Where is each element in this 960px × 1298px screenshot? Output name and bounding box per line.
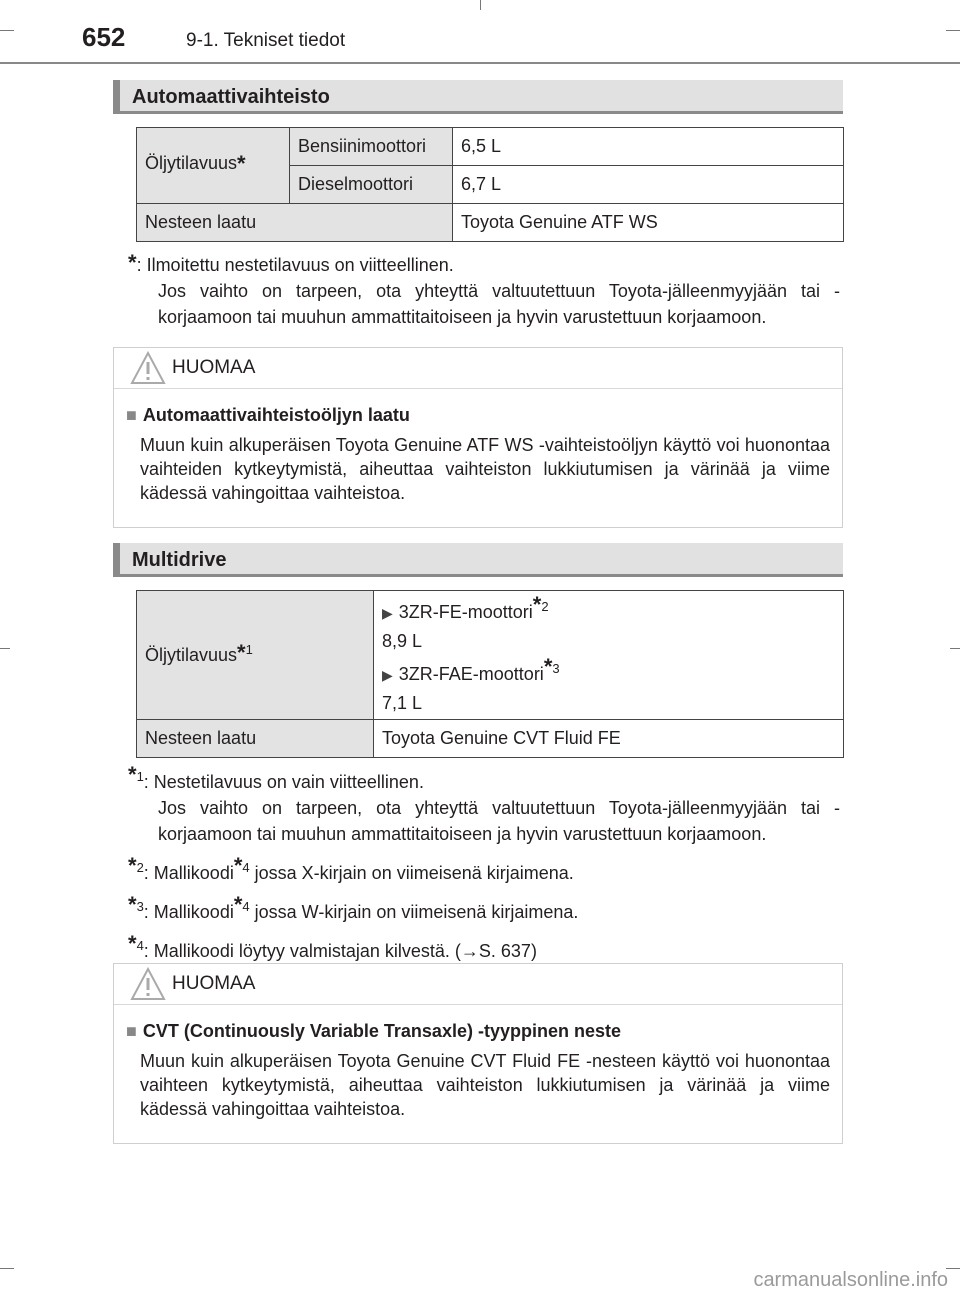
automatic-spec-table bbox=[136, 127, 844, 242]
watermark: carmanualsonline.info bbox=[753, 1269, 948, 1291]
triangle-bullet-icon: ▶ bbox=[382, 667, 393, 683]
value-cell: 6,5 L bbox=[453, 128, 844, 166]
caution-subtitle: ■ Automaattivaihteistoöljyn laatu bbox=[126, 405, 410, 425]
crop-mark bbox=[950, 648, 960, 649]
capacity-label-cell: Öljytilavuus$^{*1}$ bbox=[137, 591, 374, 720]
caution-box bbox=[113, 347, 843, 528]
section-heading-multidrive bbox=[113, 543, 843, 577]
page-reference-arrow-icon: → bbox=[460, 941, 479, 961]
section-title: Multidrive bbox=[132, 549, 227, 571]
caution-subtitle: ■ CVT (Continuously Variable Transaxle) -tyyppinen neste bbox=[126, 1021, 621, 1041]
footnote-block: *$^1$: Nestetilavuus on vain viitteellinen. Jos vaihto on tarpeen, ota yhteyttä valtuutettuun Toyota-jälleenmyyjään tai -korjaamoon tai muuhun ammattitaitoiseen ja hyvin varustettuun korjaamoon. *$^2$: Mallikoodi*$^4$ jossa X-kirjain on viimeisenä kirjaimena. *$^3$: Mallikoodi*$^4$ jossa W-kirjain on viimeisenä kirjaimena. *$^4$: Mallikoodi löytyy valmistajan kilvestä. (→S. 637) bbox=[128, 762, 840, 961]
square-bullet-icon: ■ bbox=[126, 405, 137, 425]
crop-mark bbox=[0, 648, 10, 649]
caution-label: HUOMAA bbox=[172, 973, 256, 994]
quality-label-cell: Nesteen laatu bbox=[137, 204, 453, 242]
crop-mark bbox=[0, 1268, 14, 1269]
caution-box bbox=[113, 963, 843, 1144]
engine-line: ▶ 3ZR-FAE-moottori$^{*3}$ bbox=[382, 654, 560, 684]
warning-triangle-icon bbox=[130, 351, 166, 385]
header-divider bbox=[0, 62, 960, 64]
footnote-1: *: Ilmoitettu nestetilavuus on viitteellinen. Jos vaihto on tarpeen, ota yhteyttä valtuutettuun Toyota-jälleenmyyjään tai -korjaamoon tai muuhun ammattitaitoiseen ja hyvin varustettuun korjaamoon. bbox=[128, 250, 840, 327]
caution-label: HUOMAA bbox=[172, 357, 256, 378]
section-title: Automaattivaihteisto bbox=[132, 86, 330, 108]
engine-cell: Dieselmoottori bbox=[290, 166, 453, 204]
crop-mark bbox=[946, 30, 960, 31]
page-number: 652 bbox=[82, 22, 126, 52]
engine-cell: Bensiinimoottori bbox=[290, 128, 453, 166]
value-cell: 6,7 L bbox=[453, 166, 844, 204]
section-heading-automatic bbox=[113, 80, 843, 114]
quality-value-cell: Toyota Genuine CVT Fluid FE bbox=[374, 720, 844, 758]
capacity-label-cell: Öljytilavuus* bbox=[137, 128, 290, 204]
caution-text: Muun kuin alkuperäisen Toyota Genuine ATF WS -vaihteistoöljyn käyttö voi huonontaa vaihteiden kytkeytymistä, aiheuttaa vaihteiston lukkiutumisen ja värinää ja viime kädessä vahingoittaa vaihteistoa. bbox=[140, 435, 830, 503]
chapter-title: 9-1. Tekniset tiedot bbox=[186, 30, 346, 51]
quality-value-cell: Toyota Genuine ATF WS bbox=[453, 204, 844, 242]
capacity-value-cell: ▶ 3ZR-FE-moottori$^{*2}$ 8,9 L ▶ 3ZR-FAE-moottori$^{*3}$ 7,1 L bbox=[374, 591, 844, 720]
square-bullet-icon: ■ bbox=[126, 1021, 137, 1041]
warning-triangle-icon bbox=[130, 967, 166, 1001]
crop-mark bbox=[0, 30, 14, 31]
engine-line: ▶ 3ZR-FE-moottori$^{*2}$ bbox=[382, 592, 549, 622]
crop-mark bbox=[946, 1268, 960, 1269]
triangle-bullet-icon: ▶ bbox=[382, 605, 393, 621]
caution-text: Muun kuin alkuperäisen Toyota Genuine CVT Fluid FE -nesteen käyttö voi huonontaa vaihteen kytkeytymistä, aiheuttaa vaihteiston lukkiutumisen ja värinää ja viime kädessä vahingoittaa vaihteistoa. bbox=[140, 1051, 830, 1119]
crop-mark bbox=[480, 0, 481, 10]
quality-label-cell: Nesteen laatu bbox=[137, 720, 374, 758]
multidrive-spec-table bbox=[136, 590, 844, 758]
